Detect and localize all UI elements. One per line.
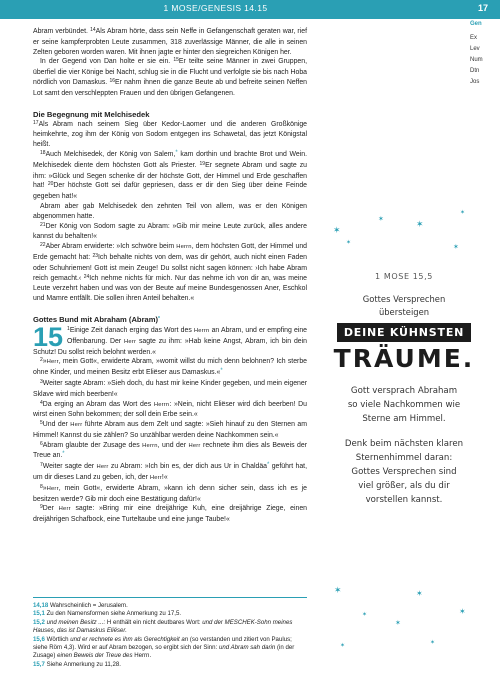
book-thumb-index [468,19,500,88]
paragraph: $^{21}$Der König von Sodom sagte zu Abram: »Gib mir meine Leute zurück, alles andere kannst du behalten!« [33,221,307,241]
star-icon: ✶ [333,225,341,235]
paragraph: $^5$Und der Herr führte Abram aus dem Zelt und sagte: »Sieh hinauf zu den Sternen am Himmel! Kannst du sie zählen? So unzählbar werden deine Nachkommen sein.« [33,420,307,439]
star-icon: ✶ [346,240,352,246]
card-paragraph: Denk beim nächsten klaren Sternenhimmel daran: Gottes Versprechen sind viel größer, als du dir vorstellen kannst. [344,439,464,505]
star-icon: ✶ [460,210,466,216]
paragraph: $^3$Weiter sagte Abram: »Sieh doch, du hast mir keine Kinder gegeben, und mein eigener Sklave wird mich beerben!« [33,378,307,398]
footnote-divider [33,597,307,598]
footnote: 15,7 Siehe Anmerkung zu 11,28. [33,660,121,668]
star-icon: ✶ [430,640,436,646]
paragraph: $^4$Da erging an Abram das Wort des Herrn: »Nein, nicht Eliëser wird dich beerben! Du wirst einen Sohn bekommen; der soll dein Erbe sein.« [33,399,307,419]
paragraph: $^6$Abram glaubte der Zusage des Herrn, und der Herr rechnete ihm dies als Beweis der Treue an.* [33,440,307,460]
star-icon: ✶ [362,612,368,618]
thumb-tab-num[interactable]: Num [470,57,483,63]
star-icon: ✶ [395,620,401,627]
card-banner: DEINE KÜHNSTEN [337,323,471,342]
footnote-marker: * [267,462,270,469]
paragraph: Abram verbündet. $^{14}$Als Abram hörte, dass sein Neffe in Gefangenschaft geraten war, rief er seine kampferprobten Leute zusammen, 318 zuverlässige Männer, die alle in seinen Zelten geboren worden waren. Mit ihnen jagte er hinter den siegreichen Königen her. [33,27,308,56]
page-number: 17 [477,3,488,13]
card-paragraph: Gott versprach Abraham so viele Nachkommen wie Sterne am Himmel. [347,386,461,424]
section-heading-melchisedek: Die Begegnung mit Melchisedek [33,109,150,119]
devotional-card [326,254,482,507]
star-icon: ✶ [416,589,423,598]
paragraph: $^{18}$Auch Melchisedek, der König von Salem,* kam dorthin und brachte Brot und Wein. Melchisedek diente dem höchsten Gott als Priester. $^{19}$Er segnete Abram und sagte zu ihm: »Glück und Segen schenke dir der höchste Gott, der Himmel und Erde geschaffen hat! $^{20}$Der höchste Gott sei dafür gepriesen, dass er dir den Sieg über deine Feinde gegeben hat!« [33,149,308,201]
card-verse-reference: 1 MOSE 15,5 [375,272,433,281]
footnote: 15,1 Zu den Namensformen siehe Anmerkung zu 17,5. [33,610,182,618]
star-icon: ✶ [378,216,384,223]
footnote-marker: * [62,451,65,458]
thumb-tab-jos[interactable]: Jos [470,79,480,85]
running-title: 1 MOSE/GENESIS 14.15 [163,3,268,13]
footnote-marker: * [220,368,223,375]
star-icon: ✶ [416,219,424,229]
thumb-tab-dtn[interactable]: Dtn [470,68,480,74]
chapter-number: 15 [33,321,64,352]
footnotes [33,602,307,669]
bible-text-column [33,27,307,525]
paragraph: $^9$Der Herr sagte: »Bring mir eine dreijährige Kuh, eine dreijährige Ziege, einen dreijährigen Schafbock, eine Turteltaube und eine junge Taube!« [33,504,307,524]
star-icon: ✶ [334,585,342,595]
paragraph: $^8$»Herr, mein Gott«, erwiderte Abram, »kann ich denn sicher sein, dass ich es je besitzen werde? Gib mir doch eine Bestätigung dafür!« [33,483,307,503]
running-header [0,0,500,19]
section-heading-covenant: Gottes Bund mit Abraham (Abram)* [33,314,160,324]
paragraph: In der Gegend von Dan holte er sie ein. $^{15}$Er teilte seine Männer in zwei Gruppen, überfiel die vier Könige bei Nacht, schlug sie in die Flucht und verfolgte sie bis nach Hoba nördlich von Damaskus. $^{16}$Er nahm ihnen die ganze Beute ab und befreite seinen Neffen Lot samt den verschleppten Frauen und den übrigen Gefangenen. [33,57,307,97]
paragraph: $^{22}$Aber Abram erwiderte: »Ich schwöre beim Herrn, dem höchsten Gott, der Himmel und Erde gemacht hat: $^{23}$Ich behalte nichts von dem, was dir gehört, auch nicht einen Faden oder Schuhriemen! Gott ist mein Zeuge! Du sollst nicht sagen können: ›Ich habe Abram reich gemacht.‹ $^{24}$Ich nehme nichts für mich. Nur das nehme ich von dir an, was meine Leute verzehrt haben und was von der Beute auf meine Bundesgenossen Aner, Eschkol und Mamre entfällt. Die sollen ihren Anteil behalten.« [33,242,307,303]
card-headline: TRÄUME. [333,344,475,373]
footnote: 14,18 Wahrscheinlich = Jerusalem. [33,602,128,609]
paragraph: Abram aber gab Melchisedek den zehnten Teil von allem, was er den Königen abgenommen hatte. [33,202,307,220]
star-icon: ✶ [459,607,466,616]
footnote-marker: * [158,315,160,322]
card-line: übersteigen [378,307,430,317]
thumb-tab-lev[interactable]: Lev [470,46,480,52]
paragraph: $^{17}$Als Abram nach seinem Sieg über Kedor-Laomer und die anderen Großkönige heimkehrte, zog ihm der König von Sodom entgegen ins Schawetal, das jetzt Königstal heißt. [33,119,307,149]
footnote: 15,6 Wörtlich und er rechnete es ihm als Gerechtigkeit an (so verstanden und zitiert von Paulus; siehe Röm 4,3). Wird er auf Abram bezogen, so ergibt sich der Sinn: und Abram sah darin (in der Zusage) einen Beweis der Treue des Herrn. [33,635,295,660]
footnote-marker: * [175,149,178,156]
paragraph: 15 $^1$Einige Zeit danach erging das Wort des Herrn an Abram, und er empfing eine Offenbarung. Der Herr sagte zu ihm: »Hab keine Angst, Abram, ich bin dein Schutz! Du sollst reich belohnt werden.« [33,321,307,356]
footnote: 15,2 und meinen Besitz ...: H enthält ein nicht deutbares Wort: und der MESCHEK-Sohn meines Hauses, das ist Damaskus Eliëser. [33,618,293,635]
paragraph: $^7$Weiter sagte der Herr zu Abram: »Ich bin es, der dich aus Ur in Chaldäa* geführt hat, um dir dieses Land zu geben, ich, der Herr!« [33,462,308,482]
thumb-tab-ex[interactable]: Ex [470,35,478,41]
star-icon: ✶ [453,244,459,251]
card-line: Gottes Versprechen [362,294,446,304]
star-icon: ✶ [340,643,346,649]
paragraph: $^2$»Herr, mein Gott«, erwiderte Abram, »womit willst du mich denn belohnen? Ich sterbe ohne Kinder, und meinen Besitz erbt Eliëser aus Damaskus.«* [33,357,307,377]
thumb-tab-gen[interactable]: Gen [470,21,482,27]
